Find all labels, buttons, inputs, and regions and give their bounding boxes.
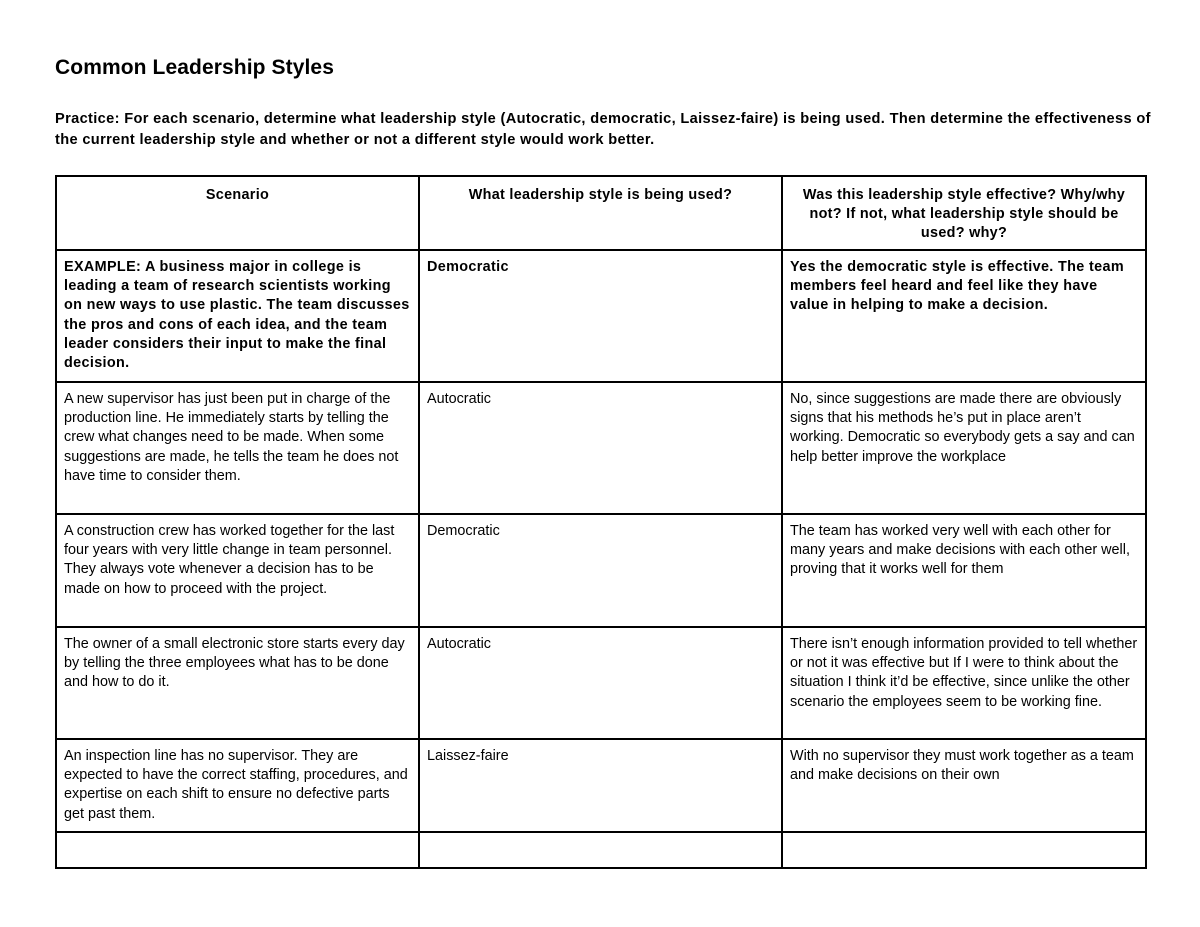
scenario-cell: A construction crew has worked together for the last four years with very little change in team personnel. They always vote whenever a decision has to be made on how to proceed with the project. xyxy=(56,514,419,627)
table-row xyxy=(56,627,1146,739)
effectiveness-cell[interactable]: No, since suggestions are made there are obviously signs that his methods he’s put in place aren’t working. Democratic so everybody gets a say and can help better improve the workplace xyxy=(782,382,1146,514)
table-row xyxy=(56,739,1146,832)
leadership-scenarios-table xyxy=(55,175,1147,869)
practice-instructions: Practice: For each scenario, determine what leadership style (Autocratic, democratic, Laissez-faire) is being used. Then determine the effectiveness of the current leadership style and whether or not a different style would work better. xyxy=(55,111,1151,148)
style-cell[interactable]: Autocratic xyxy=(419,627,782,739)
effectiveness-cell[interactable]: With no supervisor they must work together as a team and make decisions on their own xyxy=(782,739,1146,832)
scenario-cell: An inspection line has no supervisor. They are expected to have the correct staffing, procedures, and expertise on each shift to ensure no defective parts get past them. xyxy=(56,739,419,832)
style-cell[interactable] xyxy=(419,832,782,868)
scenario-cell: The owner of a small electronic store starts every day by telling the three employees what has to be done and how to do it. xyxy=(56,627,419,739)
header-effectiveness: Was this leadership style effective? Why/why not? If not, what leadership style should be used? why? xyxy=(782,176,1146,250)
header-scenario: Scenario xyxy=(56,176,419,250)
style-cell[interactable]: Autocratic xyxy=(419,382,782,514)
effectiveness-cell[interactable]: There isn’t enough information provided to tell whether or not it was effective but If I were to think about the situation I think it’d be effective, since unlike the other scenario the employees seem to be working fine. xyxy=(782,627,1146,739)
style-cell[interactable]: Democratic xyxy=(419,514,782,627)
table-header-row xyxy=(56,176,1146,250)
style-cell: Democratic xyxy=(419,250,782,382)
table-row-example xyxy=(56,250,1146,382)
effectiveness-cell[interactable]: The team has worked very well with each other for many years and make decisions with each other well, proving that it works well for them xyxy=(782,514,1146,627)
page-title: Common Leadership Styles xyxy=(55,56,334,79)
style-cell[interactable]: Laissez-faire xyxy=(419,739,782,832)
table-row xyxy=(56,382,1146,514)
table-row-empty xyxy=(56,832,1146,868)
effectiveness-cell: Yes the democratic style is effective. The team members feel heard and feel like they have value in helping to make a decision. xyxy=(782,250,1146,382)
effectiveness-cell[interactable] xyxy=(782,832,1146,868)
header-leadership-style: What leadership style is being used? xyxy=(419,176,782,250)
scenario-cell: A new supervisor has just been put in charge of the production line. He immediately starts by telling the crew what changes need to be made. When some suggestions are made, he tells the team he does not have time to consider them. xyxy=(56,382,419,514)
table-row xyxy=(56,514,1146,627)
scenario-cell: EXAMPLE: A business major in college is leading a team of research scientists working on new ways to use plastic. The team discusses the pros and cons of each idea, and the team leader considers their input to make the final decision. xyxy=(56,250,419,382)
scenario-cell[interactable] xyxy=(56,832,419,868)
